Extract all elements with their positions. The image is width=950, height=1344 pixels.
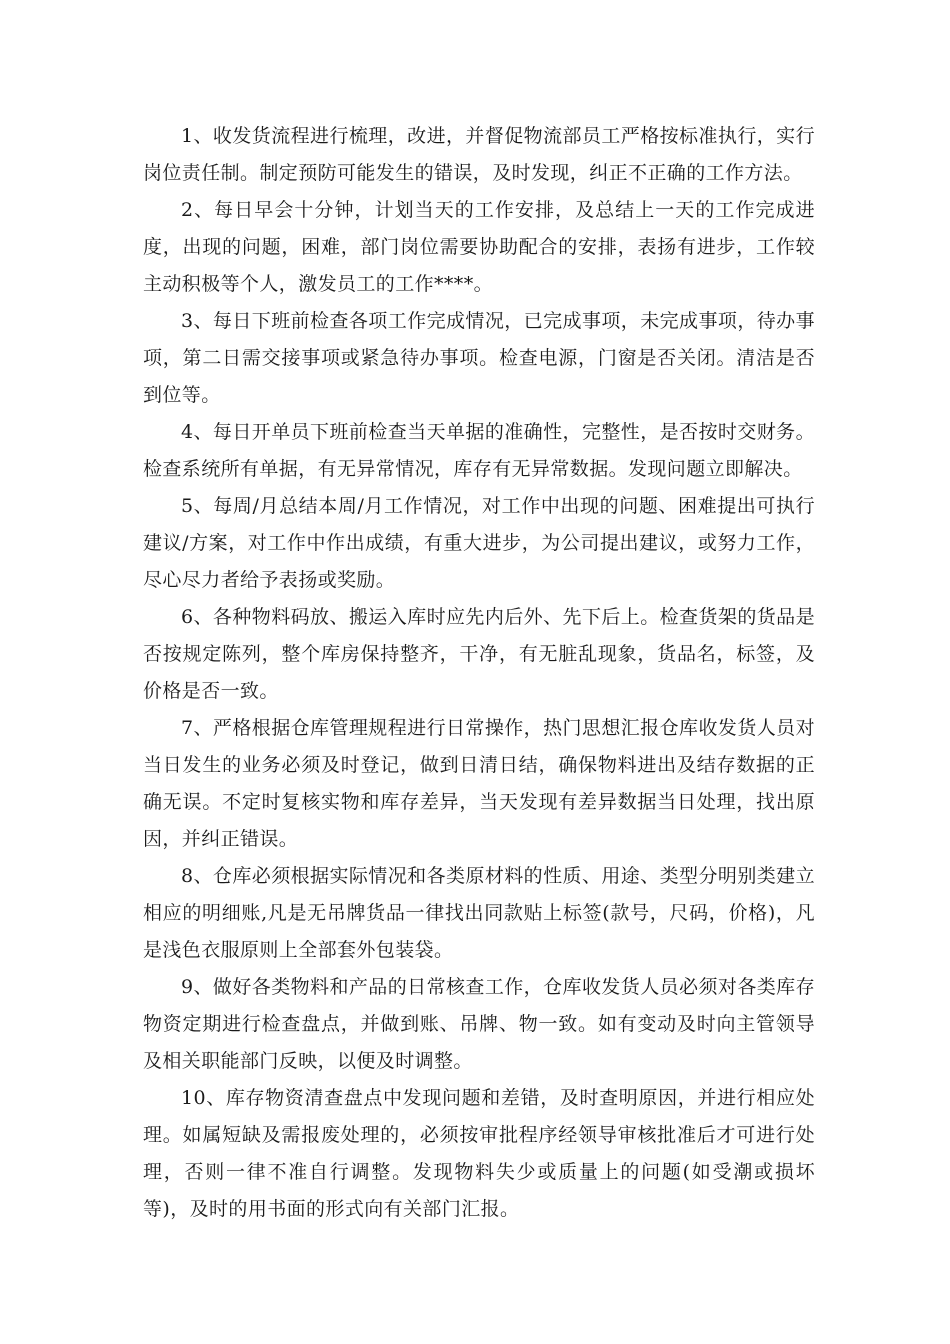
document-body <box>143 118 815 1228</box>
paragraph-1: 1、收发货流程进行梳理，改进，并督促物流部员工严格按标准执行，实行岗位责任制。制定预防可能发生的错误，及时发现，纠正不正确的工作方法。 <box>143 125 815 184</box>
paragraph-6: 6、各种物料码放、搬运入库时应先内后外、先下后上。检查货架的货品是否按规定陈列，整个库房保持整齐，干净，有无脏乱现象，货品名，标签，及价格是否一致。 <box>143 606 815 702</box>
paragraph-4: 4、每日开单员下班前检查当天单据的准确性，完整性，是否按时交财务。检查系统所有单据，有无异常情况，库存有无异常数据。发现问题立即解决。 <box>143 421 815 480</box>
paragraph-9: 9、做好各类物料和产品的日常核查工作，仓库收发货人员必须对各类库存物资定期进行检查盘点，并做到账、吊牌、物一致。如有变动及时向主管领导及相关职能部门反映，以便及时调整。 <box>143 976 815 1072</box>
paragraph-3: 3、每日下班前检查各项工作完成情况，已完成事项，未完成事项，待办事项，第二日需交接事项或紧急待办事项。检查电源，门窗是否关闭。清洁是否到位等。 <box>143 310 815 406</box>
paragraph-2: 2、每日早会十分钟，计划当天的工作安排，及总结上一天的工作完成进度，出现的问题，困难，部门岗位需要协助配合的安排，表扬有进步，工作较主动积极等个人，激发员工的工作****。 <box>143 199 815 295</box>
paragraph-10: 10、库存物资清查盘点中发现问题和差错，及时查明原因，并进行相应处理。如属短缺及需报废处理的，必须按审批程序经领导审核批准后才可进行处理，否则一律不准自行调整。发现物料失少或质量上的问题(如受潮或损坏等)，及时的用书面的形式向有关部门汇报。 <box>143 1087 815 1220</box>
paragraph-7: 7、严格根据仓库管理规程进行日常操作，热门思想汇报仓库收发货人员对当日发生的业务必须及时登记，做到日清日结，确保物料进出及结存数据的正确无误。不定时复核实物和库存差异，当天发现有差异数据当日处理，找出原因，并纠正错误。 <box>143 717 815 850</box>
paragraph-8: 8、仓库必须根据实际情况和各类原材料的性质、用途、类型分明别类建立相应的明细账,凡是无吊牌货品一律找出同款贴上标签(款号，尺码，价格)，凡是浅色衣服原则上全部套外包装袋。 <box>143 865 815 961</box>
paragraph-5: 5、每周/月总结本周/月工作情况，对工作中出现的问题、困难提出可执行建议/方案，对工作中作出成绩，有重大进步，为公司提出建议，或努力工作，尽心尽力者给予表扬或奖励。 <box>143 495 815 591</box>
